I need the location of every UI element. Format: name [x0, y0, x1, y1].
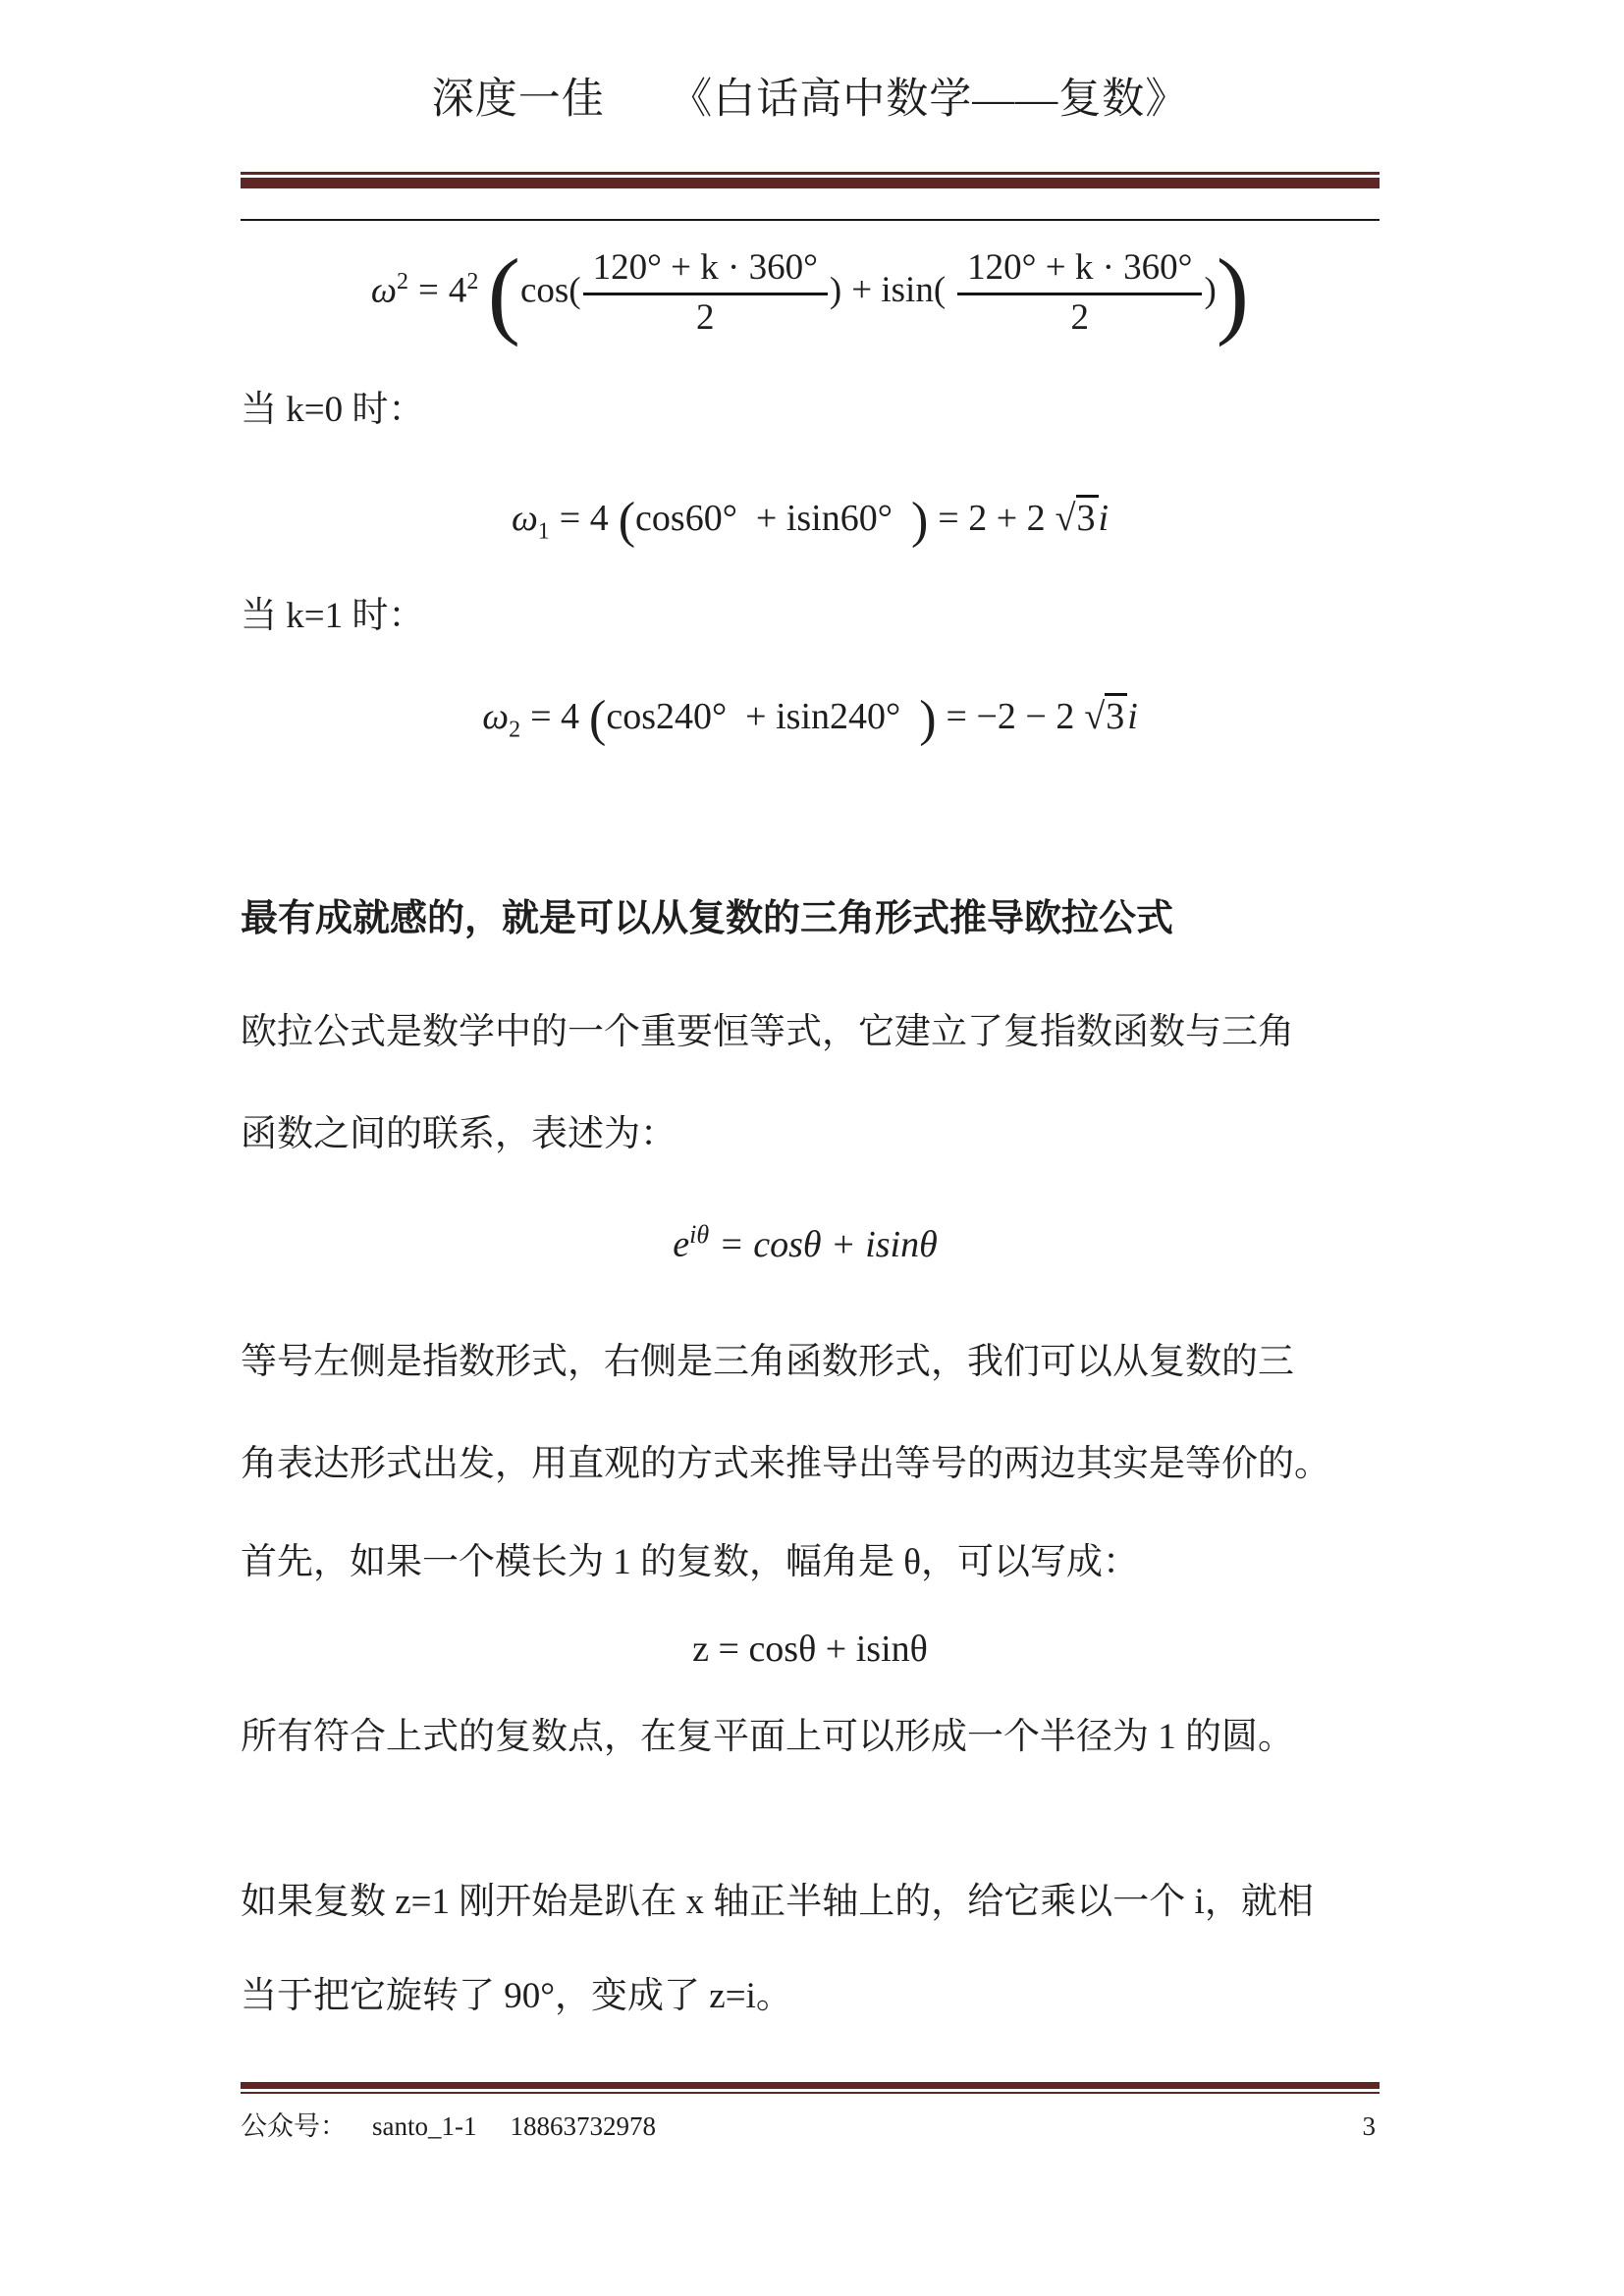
trig-terms: cos240° + isin240°: [606, 696, 920, 737]
omega-symbol: ω: [511, 498, 538, 539]
fraction-numerator: 120° + k · 360°: [957, 247, 1202, 296]
paragraph-unit-circle: 所有符合上式的复数点，在复平面上可以形成一个半径为 1 的圆。: [241, 1717, 1294, 1757]
header-rule-thick: [241, 178, 1380, 188]
coefficient-exponent: 2: [466, 269, 479, 294]
imaginary-unit: i: [1127, 696, 1138, 737]
label-k-equals-1: 当 k=1 时：: [241, 596, 425, 636]
paragraph-line: 当于把它旋转了 90°，变成了 z=i。: [241, 1976, 792, 2016]
fraction-numerator: 120° + k · 360°: [583, 247, 828, 296]
fraction-denominator: 2: [696, 297, 715, 339]
isin-term: + isin(: [851, 270, 947, 311]
equation-omega-squared: [241, 224, 1380, 347]
omega-symbol: ω: [482, 696, 510, 737]
euler-rhs: = cosθ + isinθ: [719, 1223, 938, 1265]
coefficient: 4: [448, 270, 467, 311]
close-paren: ): [1204, 270, 1217, 311]
footer-account: santo_1-1: [372, 2111, 477, 2141]
subscript: 1: [537, 518, 550, 545]
subscript: 2: [509, 717, 521, 743]
fraction-denominator: 2: [1070, 297, 1090, 339]
paragraph-line: 等号左侧是指数形式，右侧是三角函数形式，我们可以从复数的三: [241, 1342, 1294, 1382]
radicand: 3: [1076, 495, 1099, 539]
close-paren: ): [919, 691, 937, 747]
e-symbol: e: [673, 1223, 690, 1265]
imaginary-unit: i: [1098, 498, 1110, 539]
footer: [241, 2107, 1380, 2146]
paragraph-line: 角表达形式出发，用直观的方式来推导出等号的两边其实是等价的。: [241, 1444, 1330, 1484]
radical-sign: √: [1084, 696, 1106, 737]
paragraph-unit-modulus: 首先，如果一个模长为 1 的复数，幅角是 θ，可以写成：: [241, 1542, 1139, 1582]
footer-phone: 18863732978: [510, 2111, 656, 2141]
omega-exponent: 2: [397, 269, 409, 294]
open-paren: (: [589, 691, 607, 747]
big-open-paren: (: [487, 238, 520, 347]
footer-rule-thin: [241, 2092, 1380, 2094]
radical-sign: √: [1055, 498, 1076, 539]
close-paren: ): [910, 493, 929, 549]
trig-terms: cos60° + isin60°: [635, 498, 911, 539]
big-close-paren: ): [1216, 238, 1250, 347]
exponent-i-theta: iθ: [689, 1220, 710, 1249]
header-divider: [241, 219, 1380, 221]
equation-z: [241, 1622, 1380, 1677]
paragraph-line: 函数之间的联系，表述为：: [241, 1114, 677, 1154]
omega-symbol: ω: [370, 270, 398, 311]
result: = −2 − 2: [946, 696, 1075, 737]
result: = 2 + 2: [938, 498, 1046, 539]
header-rule-thin: [241, 172, 1380, 175]
z-formula: z = cosθ + isinθ: [692, 1629, 928, 1670]
equation-euler: [241, 1207, 1380, 1272]
paragraph-equivalence: [241, 1311, 1380, 1516]
cos-term: cos(: [519, 270, 581, 311]
footer-rule-thick: [241, 2082, 1380, 2089]
paragraph-euler-intro: [241, 982, 1380, 1186]
page-number: 3: [1362, 2111, 1376, 2141]
paragraph-line: 如果复数 z=1 刚开始是趴在 x 轴正半轴上的，给它乘以一个 i，就相: [241, 1882, 1314, 1922]
page-title: 深度一佳 《白话高中数学——复数》: [431, 77, 1189, 123]
equation-omega-1: [241, 491, 1380, 560]
label-k-equals-0: 当 k=0 时：: [241, 390, 425, 430]
equals-coefficient: = 4: [559, 498, 609, 539]
equals-coefficient: = 4: [530, 696, 579, 737]
footer-label: 公众号：: [241, 2111, 347, 2141]
paragraph-rotation: [241, 1855, 1380, 2044]
equation-omega-2: [241, 689, 1380, 758]
equals-sign: =: [418, 270, 439, 311]
close-paren: ): [829, 270, 842, 311]
radicand: 3: [1105, 693, 1127, 737]
fraction-sin: [957, 247, 1202, 340]
section-heading: 最有成就感的，就是可以从复数的三角形式推导欧拉公式: [241, 898, 1174, 939]
open-paren: (: [618, 493, 636, 549]
fraction-cos: [583, 247, 828, 340]
paragraph-line: 欧拉公式是数学中的一个重要恒等式，它建立了复指数函数与三角: [241, 1012, 1294, 1052]
